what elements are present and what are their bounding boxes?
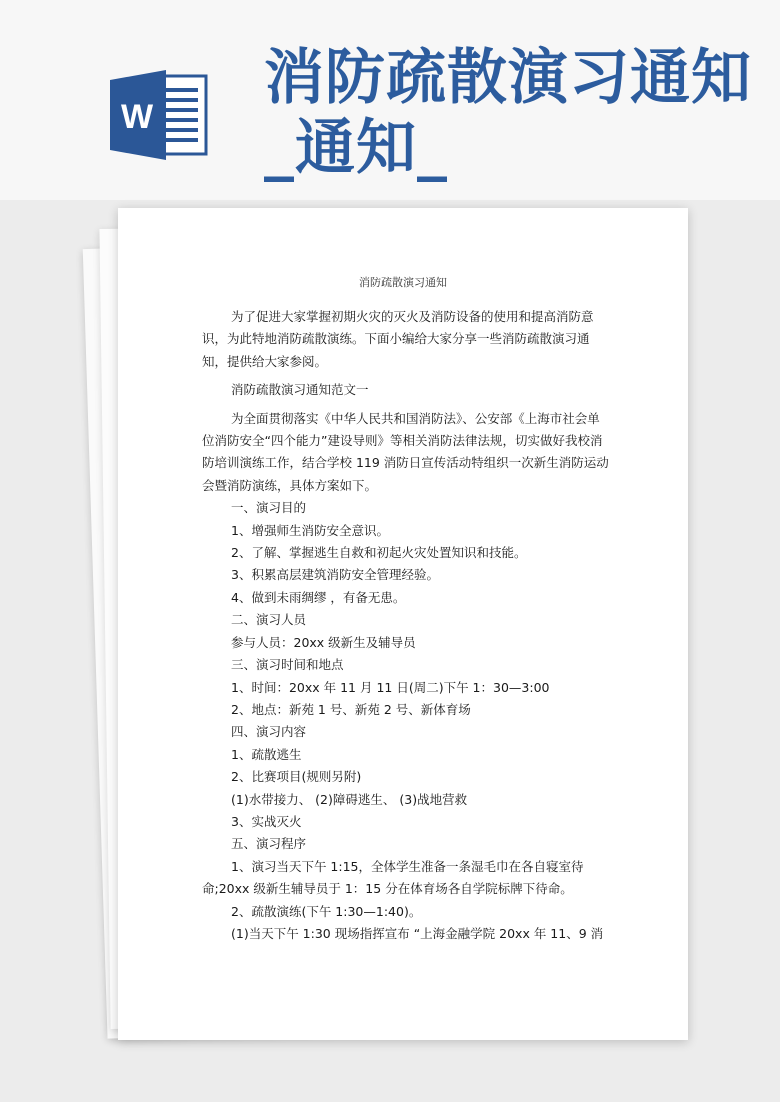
paragraph: 为全面贯彻落实《中华人民共和国消防法》、公安部《上海市社会单位消防安全“四个能力”建设导则》等相关消防法律法规，切实做好我校消防培训演练工作，结合学校 119 消防日宣传活动特组织一次新生消防运动会暨消防演练，具体方案如下。 <box>202 410 609 493</box>
text-line: 2、了解、掌握逃生自救和初起火灾处置知识和技能。 <box>231 545 527 561</box>
banner-subtitle: _通知_ <box>264 113 448 183</box>
text-line: 一、演习目的 <box>231 500 307 516</box>
document-body <box>202 306 610 945</box>
document-page <box>118 208 688 1040</box>
text-line: (1)水带接力、 (2)障碍逃生、 (3)战地营救 <box>231 791 468 807</box>
text-line: 1、时间：20xx 年 11 月 11 日(周二)下午 1：30—3:00 <box>231 679 550 695</box>
sample-title: 消防疏散演习通知范文一 <box>231 382 369 398</box>
text-line: 2、地点：新苑 1 号、新苑 2 号、新体育场 <box>231 701 471 717</box>
text-line: 二、演习人员 <box>231 612 307 628</box>
text-line: 2、疏散演练(下午 1:30—1:40)。 <box>231 903 422 919</box>
text-line: 三、演习时间和地点 <box>231 657 344 673</box>
banner-title: 消防疏散演习通知 <box>264 43 752 113</box>
text-line: 3、实战灭火 <box>231 813 302 829</box>
text-line: 参与人员：20xx 级新生及辅导员 <box>231 634 416 650</box>
document-heading: 消防疏散演习通知 <box>359 276 447 289</box>
text-line: 2、比赛项目(规则另附) <box>231 769 362 785</box>
intro-paragraph: 为了促进大家掌握初期火灾的灭火及消防设备的使用和提高消防意识，为此特地消防疏散演练。下面小编给大家分享一些消防疏散演习通知，提供给大家参阅。 <box>202 309 594 369</box>
word-document-icon <box>110 68 208 162</box>
text-line: (1)当天下午 1:30 现场指挥宣布 “上海金融学院 20xx 年 11、9 消 <box>231 925 604 941</box>
paragraph: 1、演习当天下午 1:15，全体学生准备一条湿毛巾在各自寝室待命;20xx 级新生辅导员于 1：15 分在体育场各自学院标牌下待命。 <box>202 858 584 897</box>
text-line: 1、增强师生消防安全意识。 <box>231 522 389 538</box>
text-line: 1、疏散逃生 <box>231 746 302 762</box>
text-line: 五、演习程序 <box>231 836 307 852</box>
text-line: 四、演习内容 <box>231 724 307 740</box>
text-line: 3、积累高层建筑消防安全管理经验。 <box>231 567 439 583</box>
svg-text:W: W <box>120 98 154 136</box>
banner <box>0 0 780 200</box>
text-line: 4、做到未雨绸缪 ，有备无患。 <box>231 589 406 605</box>
